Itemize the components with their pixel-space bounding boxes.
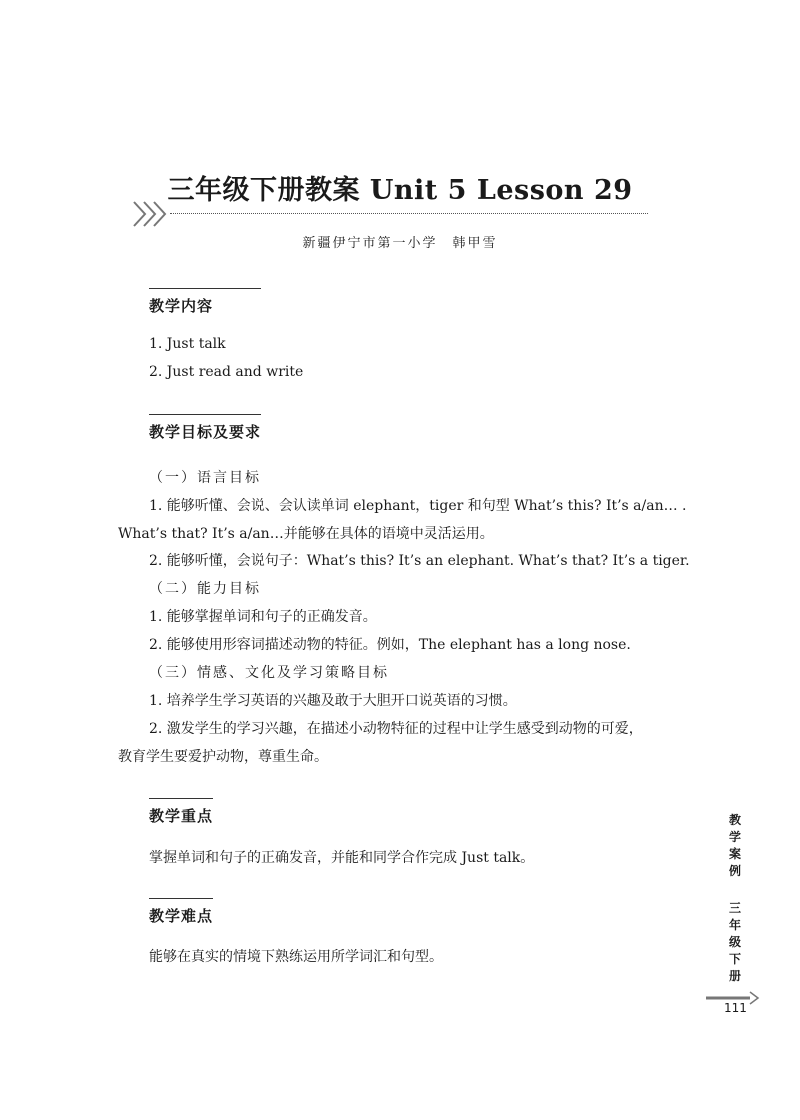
objective-line: 1. 能够听懂、会说、会认读单词 elephant，tiger 和句型 What’s this? It’s a/an… . [149,498,687,514]
heading-rule [149,414,261,415]
side-tab-series: 教学案例 [728,813,741,878]
key-points-text: 掌握单词和句子的正确发音，并能和同学合作完成 Just talk。 [149,850,535,866]
content-item: 2. Just read and write [149,364,304,380]
subheading-language: （一）语言目标 [149,470,261,486]
subheading-ability: （二）能力目标 [149,581,261,597]
document-title: 三年级下册教案 Unit 5 Lesson 29 [167,175,633,206]
content-item: 1. Just talk [149,336,226,352]
heading-label: 教学难点 [149,907,214,925]
side-tab-volume: 三年级下册 [728,901,741,983]
subheading-affect: （三）情感、文化及学习策略目标 [149,665,389,681]
title-dotted-rule [170,213,648,214]
section-heading-objectives [149,414,261,442]
page-number: 111 [724,1001,747,1015]
objective-line: 1. 能够掌握单词和句子的正确发音。 [149,609,377,625]
difficulties-text: 能够在真实的情境下熟练运用所学词汇和句型。 [149,949,443,965]
section-heading-content [149,288,261,316]
objective-line: What’s that? It’s a/an…并能够在具体的语境中灵活运用。 [118,526,494,542]
heading-rule [149,798,213,799]
objective-line: 2. 激发学生的学习兴趣，在描述小动物特征的过程中让学生感受到动物的可爱， [149,721,643,737]
section-heading-key-points [149,798,213,826]
heading-label: 教学目标及要求 [149,423,262,441]
heading-label: 教学内容 [149,297,214,315]
objective-line: 1. 培养学生学习英语的兴趣及敢于大胆开口说英语的习惯。 [149,693,517,709]
heading-rule [149,898,213,899]
objective-line: 2. 能够使用形容词描述动物的特征。例如，The elephant has a long nose. [149,637,631,653]
objective-line: 2. 能够听懂，会说句子：What’s this? It’s an elephant. What’s that? It’s a tiger. [149,553,690,569]
author-line: 新疆伊宁市第一小学 韩甲雪 [302,236,498,251]
heading-rule [149,288,261,289]
objective-line: 教育学生要爱护动物，尊重生命。 [118,749,328,765]
heading-label: 教学重点 [149,807,214,825]
section-heading-difficulties [149,898,213,926]
chevron-arrows-icon [132,200,172,228]
